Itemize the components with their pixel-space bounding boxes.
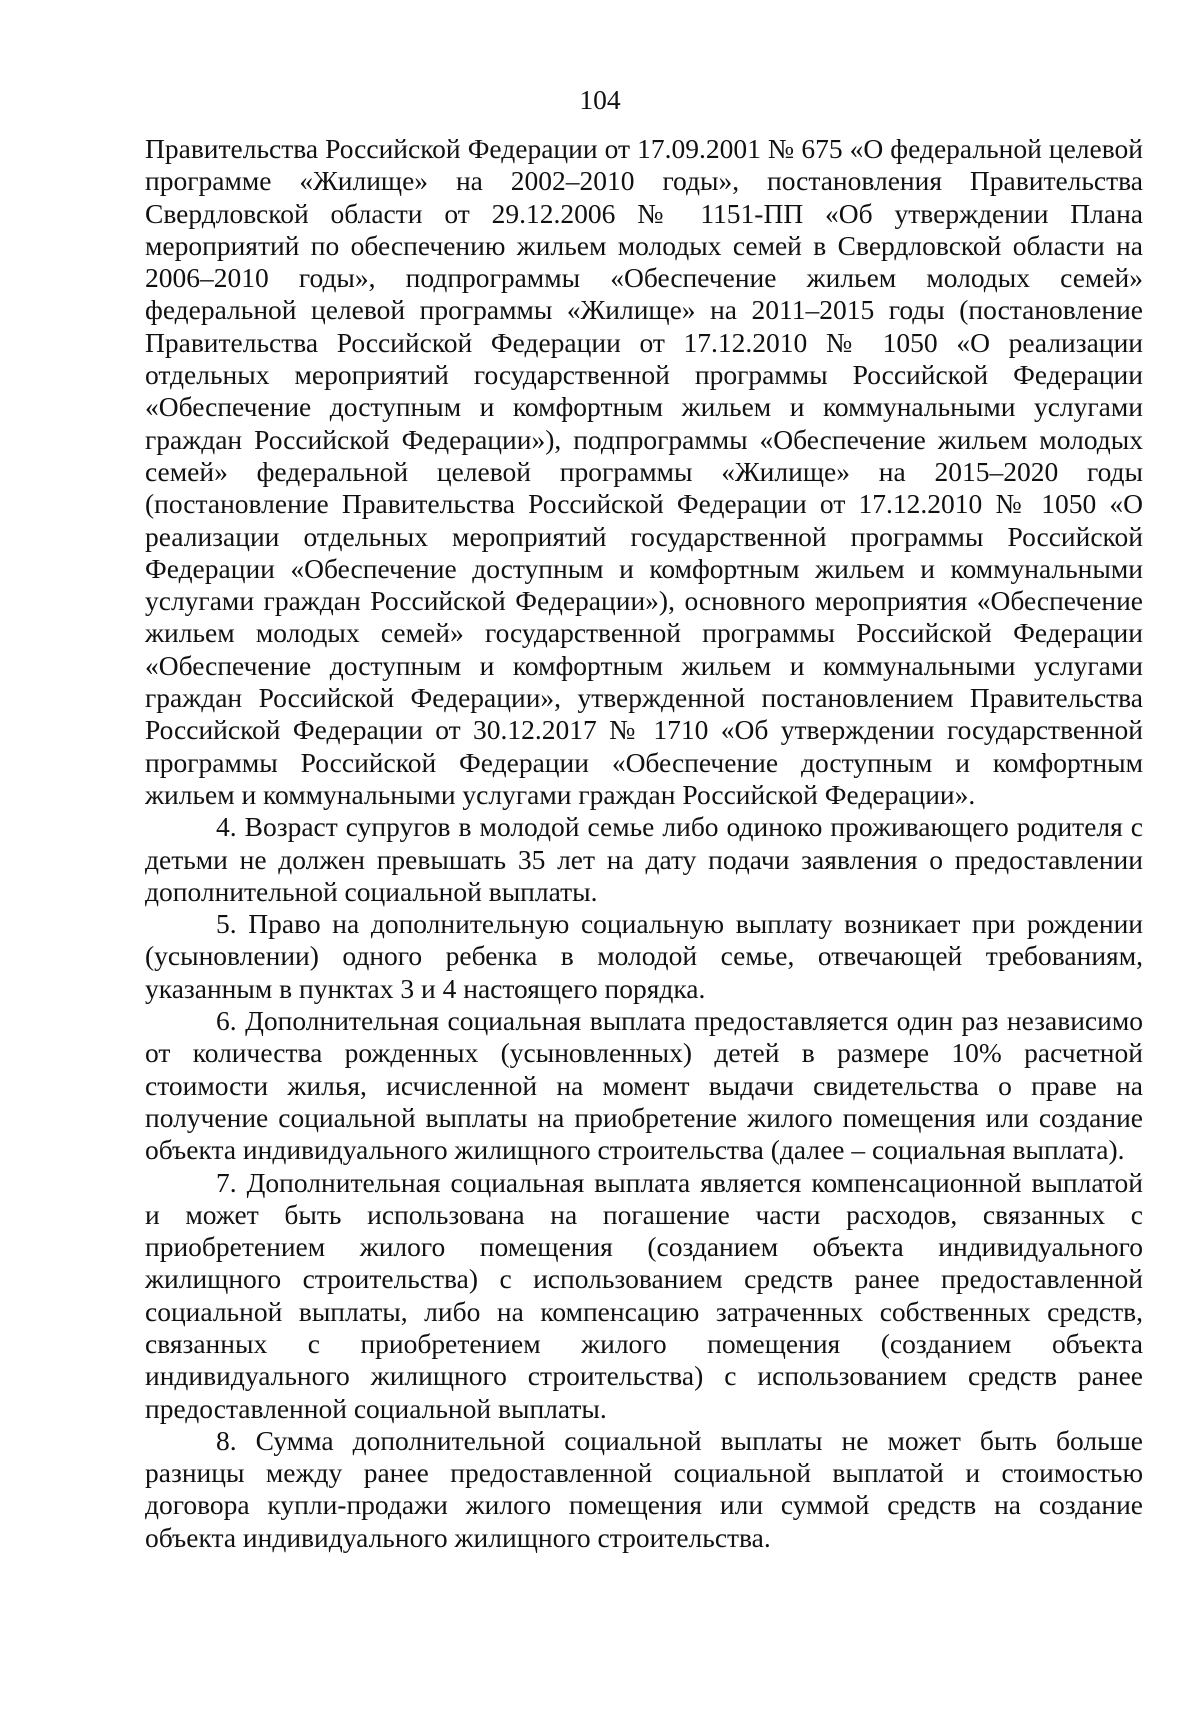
paragraph-item-7: 7. Дополнительная социальная выплата является компенсационной выплатой и может быть использована на погашение части расходов, связанных с приобретением жилого помещения (созданием объекта индивидуального жилищного строительства) с использованием средств ранее предоставленной социальной выплаты, либо на компенсацию затраченных собственных средств, связанных с приобретением жилого помещения (созданием объекта индивидуального жилищного строительства) с использованием средств ранее предоставленной социальной выплаты. xyxy=(145,1166,1143,1424)
paragraph-item-8: 8. Сумма дополнительной социальной выплаты не может быть больше разницы между ранее предоставленной социальной выплатой и стоимостью договора купли-продажи жилого помещения или суммой средств на создание объекта индивидуального жилищного строительства. xyxy=(145,1424,1143,1553)
paragraph-item-4: 4. Возраст супругов в молодой семье либо одиноко проживающего родителя с детьми не должен превышать 35 лет на дату подачи заявления о предоставлении дополнительной социальной выплаты. xyxy=(145,811,1143,907)
paragraph-item-5: 5. Право на дополнительную социальную выплату возникает при рождении (усыновлении) одного ребенка в молодой семье, отвечающей требованиям, указанным в пунктах 3 и 4 настоящего порядка. xyxy=(145,908,1143,1004)
page-number: 104 xyxy=(579,84,621,115)
paragraph-item-6: 6. Дополнительная социальная выплата предоставляется один раз независимо от количества рожденных (усыновленных) детей в размере 10% расчетной стоимости жилья, исчисленной на момент выдачи свидетельства о праве на получение социальной выплаты на приобретение жилого помещения или создание объекта индивидуального жилищного строительства (далее – социальная выплата). xyxy=(145,1005,1143,1166)
paragraph-continuation: Правительства Российской Федерации от 17.09.2001 № 675 «О федеральной целевой программе «Жилище» на 2002–2010 годы», постановления Правительства Свердловской области от 29.12.2006 № 1151-ПП «Об утверждении Плана мероприятий по обеспечению жильем молодых семей в Свердловской области на 2006–2010 годы», подпрограммы «Обеспечение жильем молодых семей» федеральной целевой программы «Жилище» на 2011–2015 годы (постановление Правительства Российской Федерации от 17.12.2010 № 1050 «О реализации отдельных мероприятий государственной программы Российской Федерации «Обеспечение доступным и комфортным жильем и коммунальными услугами граждан Российской Федерации»), подпрограммы «Обеспечение жильем молодых семей» федеральной целевой программы «Жилище» на 2015–2020 годы (постановление Правительства Российской Федерации от 17.12.2010 № 1050 «О реализации отдельных мероприятий государственной программы Российской Федерации «Обеспечение доступным и комфортным жильем и коммунальными услугами граждан Российской Федерации»), основного мероприятия «Обеспечение жильем молодых семей» государственной программы Российской Федерации «Обеспечение доступным и комфортным жильем и коммунальными услугами граждан Российской Федерации», утвержденной постановлением Правительства Российской Федерации от 30.12.2017 № 1710 «Об утверждении государственной программы Российской Федерации «Обеспечение доступным и комфортным жильем и коммунальными услугами граждан Российской Федерации». xyxy=(145,133,1143,810)
document-body xyxy=(145,133,1143,1554)
